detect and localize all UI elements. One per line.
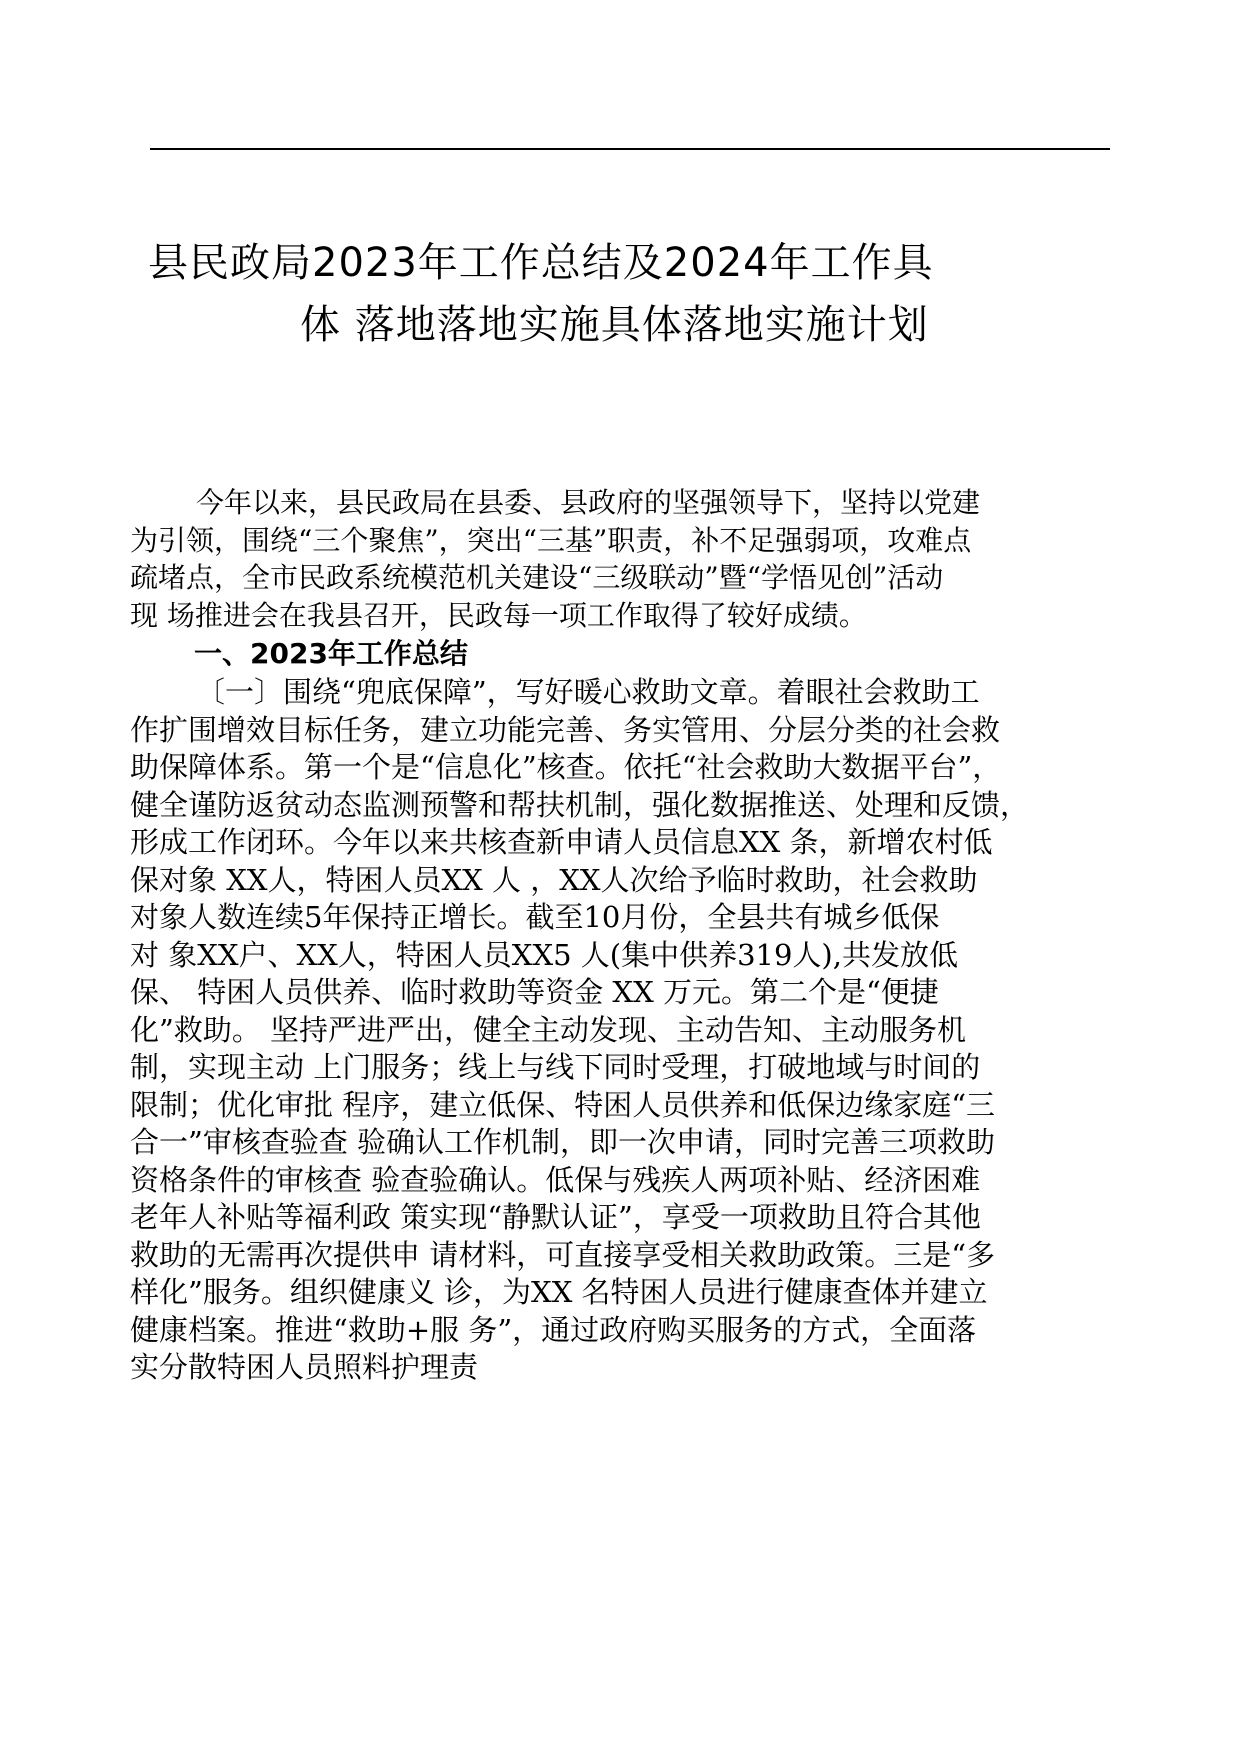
intro-line: 现 场推进会在我县召开，民政每一项工作取得了较好成绩。 — [130, 598, 867, 632]
section-line: 救助的无需再次提供申 请材料，可直接享受相关救助政策。三是“多 — [130, 1237, 996, 1272]
header-rule — [150, 148, 1110, 150]
section-line: 老年人补贴等福利政 策实现“静默认证”，享受一项救助且符合其他 — [130, 1200, 981, 1234]
document-body — [130, 484, 1120, 1387]
section-line: 化”救助。 坚持严进严出，健全主动发现、主动告知、主动服务机 — [130, 1012, 967, 1047]
intro-line: 疏堵点，全市民政系统模范机关建设“三级联动”暨“学悟见创”活动 — [130, 561, 944, 594]
section-line: 限制；优化审批 程序，建立低保、特困人员供养和低保边缘家庭“三 — [130, 1087, 996, 1122]
title-line-2: 体 落地落地实施具体落地实施计划 — [300, 302, 929, 348]
section-line: 样化”服务。组织健康义 诊，为XX 名特困人员进行健康查体并建立 — [130, 1275, 988, 1309]
section-line: 健康档案。推进“救助+服 务”，通过政府购买服务的方式，全面落 — [130, 1312, 977, 1347]
section-line: 健全谨防返贫动态监测预警和帮扶机制，强化数据推送、处理和反馈， — [130, 787, 1030, 822]
section-line: 合一”审核查验查 验确认工作机制，即一次申请，同时完善三项救助 — [130, 1125, 996, 1159]
intro-line: 为引领，围绕“三个聚焦”，突出“三基”职责，补不足强弱项，攻难点 — [130, 523, 972, 557]
section-line: 〔一〕围绕“兜底保障”，写好暖心救助文章。着眼社会救助工 — [196, 675, 980, 709]
section-line: 助保障体系。第一个是“信息化”核查。依托“社会救助大数据平台”， — [130, 750, 1002, 784]
section-line: 作扩围增效目标任务，建立功能完善、务实管用、分层分类的社会救 — [130, 712, 1001, 747]
section-line: 资格条件的审核查 验查验确认。低保与残疾人两项补贴、经济困难 — [130, 1162, 981, 1197]
intro-line: 今年以来，县民政局在县委、县政府的坚强领导下，坚持以党建 — [196, 486, 981, 519]
section-line: 实分散特困人员照料护理责 — [130, 1350, 479, 1384]
section-paragraph — [130, 674, 1120, 1387]
section-heading: 一、2023年工作总结 — [194, 637, 468, 670]
section-line: 对 象XX户、XX人，特困人员XX5 人(集中供养319人),共发放低 — [130, 937, 958, 972]
document-title — [140, 232, 1120, 356]
section-line: 对象人数连续5年保持正增长。截至10月份，全县共有城乡低保 — [130, 900, 940, 934]
section-line: 保、 特困人员供养、临时救助等资金 XX 万元。第二个是“便捷 — [130, 975, 939, 1009]
section-line: 保对象 XX人，特困人员XX 人 ，XX人次给予临时救助，社会救助 — [130, 862, 978, 897]
section-line: 形成工作闭环。今年以来共核查新申请人员信息XX 条，新增农村低 — [130, 825, 993, 859]
intro-paragraph — [130, 484, 1120, 634]
section-line: 制，实现主动 上门服务；线上与线下同时受理，打破地域与时间的 — [130, 1050, 981, 1084]
title-line-1: 县民政局2023年工作总结及2024年工作具 — [148, 240, 934, 286]
